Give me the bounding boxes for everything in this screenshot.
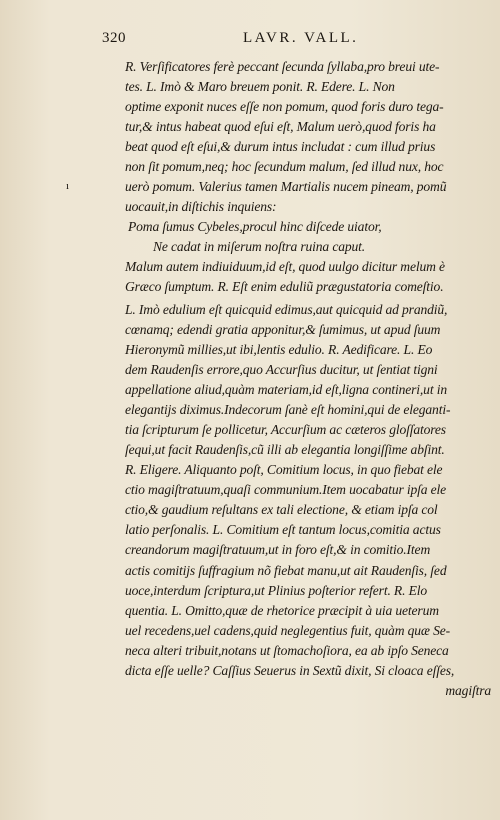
text-line: ctio magiſtratuum,quaſi communium.Item uocabatur ipſa ele [125,482,447,497]
text-line: Hieronymũ millies,ut ibi,lentis edulio. R. Aedificare. L. Eo [125,342,433,357]
text-line: actis comitijs ſuffragium nõ fiebat manu,ut ait Raudenſis, ſed [125,563,447,578]
text-line: R. Verſificatores ferè peccant ſecunda ſyllaba,pro breui ute- [125,59,440,74]
text-line: L. Imò edulium eſt quicquid edimus,aut quicquid ad prandiũ, [125,302,448,317]
margin-mark: ı [66,180,70,192]
text-line: dicta eſſe uelle? Caſſius Seuerus in Sextũ dixit, Si cloaca eſſes, [125,663,455,678]
verse-line: Ne cadat in miſerum noſtra ruina caput. [153,239,366,254]
text-line: creandorum magiſtratuum,ut in foro eſt,& in comitio.Item [125,542,431,557]
catchword: magiſtra [445,683,491,698]
text-line: ctio,& gaudium reſultans ex tali electione, & etiam ipſa col [125,502,438,517]
text-line: quentia. L. Omitto,quæ de rhetorice præcipit à uia ueterum [125,603,439,618]
text-line: Græco ſumptum. R. Eſt enim eduliũ prægustatoria comeſtio. [125,279,444,294]
text-line: cœnamq; edendi gratia apponitur,& ſumimus, ut apud ſuum [125,322,441,337]
text-line: tes. L. Imò & Maro breuem ponit. R. Edere. L. Non [125,79,395,94]
text-line: elegantijs diximus.Indecorum ſanè eſt homini,qui de eleganti- [125,402,451,417]
running-head: LAVR. VALL. [243,30,359,46]
text-line: R. Eligere. Aliquanto poſt, Comitium locus, in quo fiebat ele [125,462,443,477]
text-line: ſequi,ut facit Raudenſis,cũ illi ab elegantia longiſſime abſint. [125,442,445,457]
text-line: neca alteri tribuit,notans ut ſtomachoſiora, ea ab ipſo Seneca [125,643,449,658]
text-line: dem Raudenſis errore,quo Accurſius ducitur, ut ſentiat tigni [125,362,438,377]
text-line: uocauit,in diſtichis inquiens: [125,199,277,214]
text-line: uel recedens,uel cadens,quid neglegentius fuit, quàm quæ Se- [125,623,450,638]
text-line: beat quod eſt eſui,& durum intus includat : cum illud prius [125,139,436,154]
text-line: latio perſonalis. L. Comitium eſt tantum locus,comitia actus [125,522,441,537]
text-line: optime exponit nuces eſſe non pomum, quod foris duro tega- [125,99,444,114]
text-line: uoce,interdum ſcriptura,ut Plinius poſterior refert. R. Elo [125,583,428,598]
page-number: 320 [102,30,126,46]
verse-line: Poma ſumus Cybeles,procul hinc diſcede uiator, [128,219,382,234]
text-line: non ſit pomum,neq; hoc ſecundum malum, ſed illud nux, hoc [125,159,444,174]
text-line: uerò pomum. Valerius tamen Martialis nucem pineam, pomũ [125,179,447,194]
text-line: appellatione aliud,quàm materiam,id eſt,ligna contineri,ut in [125,382,447,397]
text-line: Malum autem indiuiduum,id eſt, quod uulgo dicitur melum è [125,259,445,274]
text-line: tur,& intus habeat quod eſui eſt, Malum uerò,quod foris ha [125,119,436,134]
text-line: tia ſcripturum ſe pollicetur, Accurſium ac cæteros gloſſatores [125,422,446,437]
